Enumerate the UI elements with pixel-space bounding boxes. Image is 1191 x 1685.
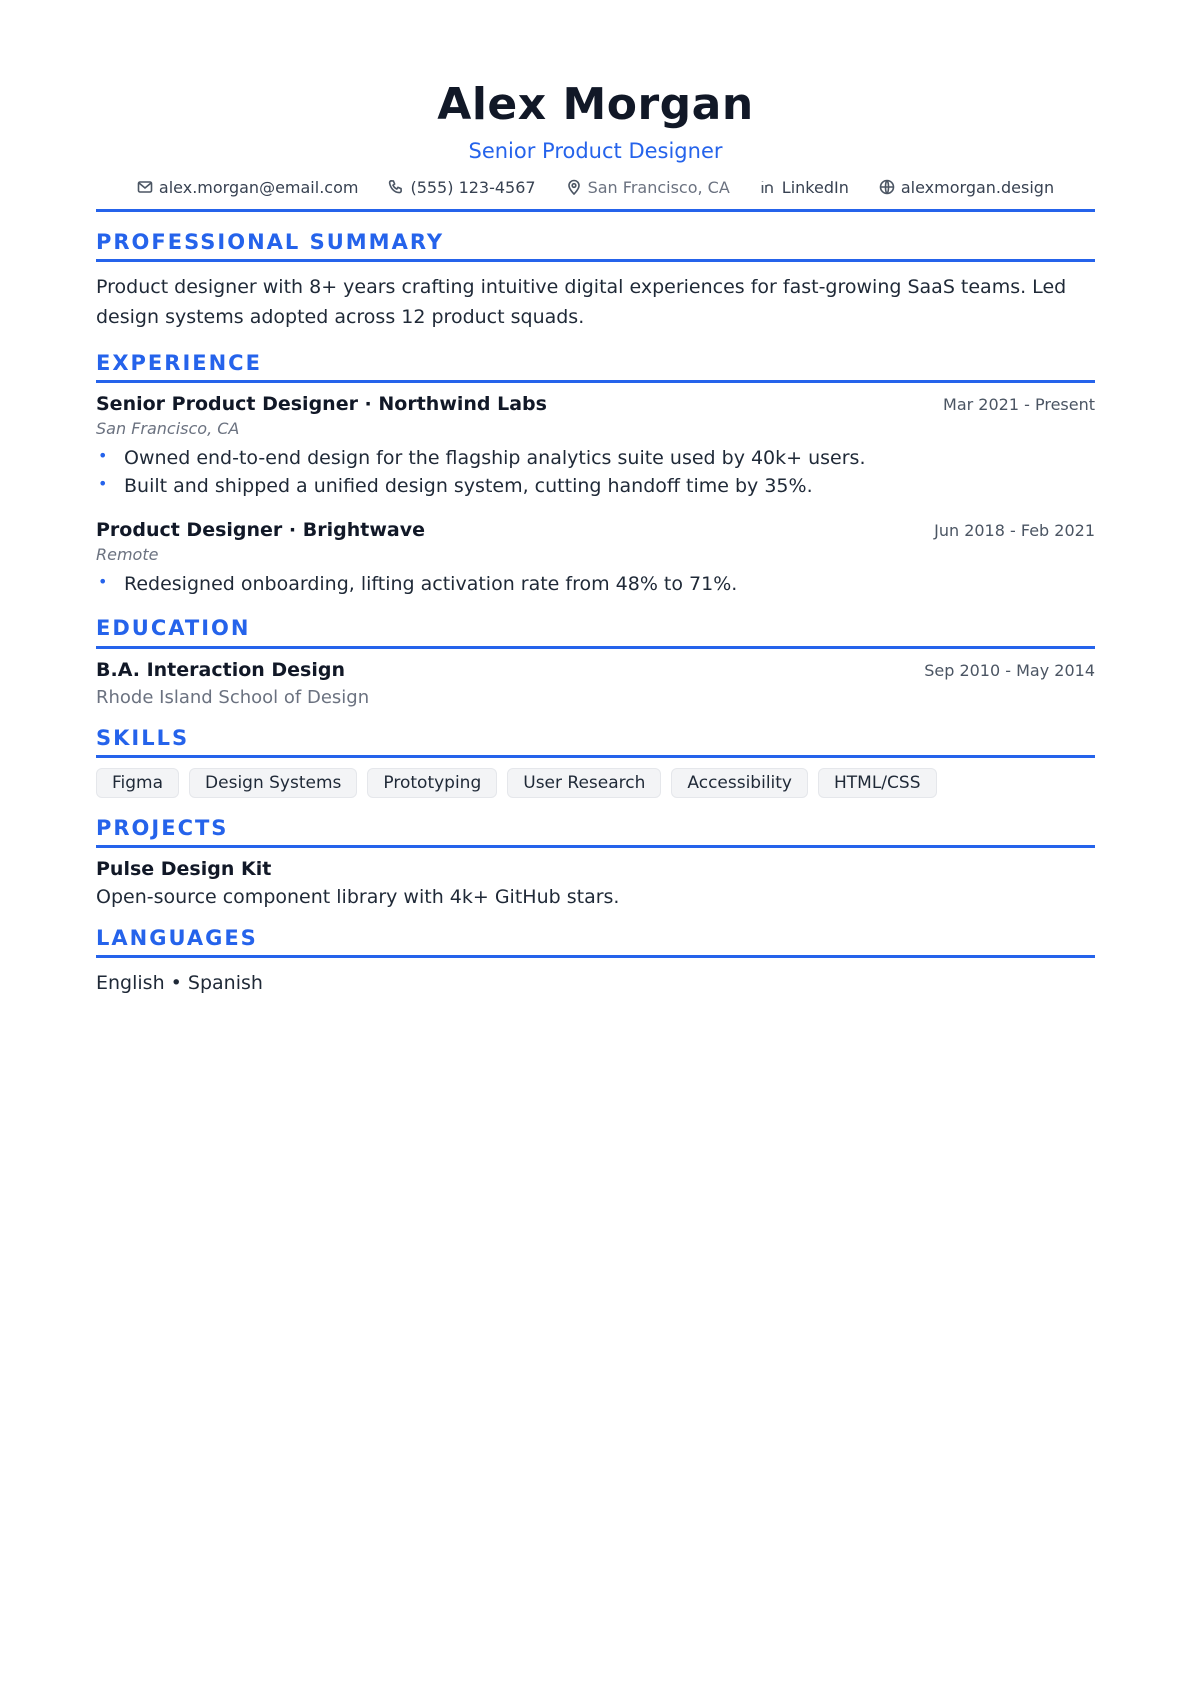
header-divider [96,209,1095,212]
project-name: Pulse Design Kit [96,858,272,880]
bullet-text: Owned end-to-end design for the flagship analytics suite used by 40k+ users. [124,446,866,469]
section-heading: EXPERIENCE [96,351,1095,383]
bullet-icon: • [98,571,108,591]
job-bullets [96,570,1095,599]
list-item [96,472,1095,501]
globe-icon [879,179,895,195]
contact-linkedin-text: LinkedIn [781,177,849,197]
skill-chip: User Research [507,768,661,798]
languages-text: English • Spanish [96,972,263,995]
candidate-name: Alex Morgan [437,79,754,130]
list-item [96,570,1095,599]
project-description: Open-source component library with 4k+ GitHub stars. [96,886,620,908]
job-location: San Francisco, CA [96,418,240,438]
section-education [96,616,1095,707]
phone-icon [388,179,404,195]
list-item [96,444,1095,473]
linkedin-icon [760,179,776,195]
job-title: Senior Product Designer · Northwind Labs [96,392,547,415]
candidate-title: Senior Product Designer [468,138,723,163]
section-heading: PROFESSIONAL SUMMARY [96,230,1095,262]
experience-entry [96,519,1095,599]
skill-chip: Prototyping [367,768,497,798]
education-dates: Sep 2010 - May 2014 [924,660,1095,680]
map-pin-icon [566,179,582,195]
contact-phone[interactable] [388,178,535,197]
contact-linkedin[interactable] [760,178,849,197]
section-languages [96,926,1095,999]
mail-icon [137,179,153,195]
contact-email-text: alex.morgan@email.com [158,177,359,197]
contact-row [96,178,1095,197]
skill-chip: Accessibility [671,768,808,798]
job-dates: Jun 2018 - Feb 2021 [934,520,1095,540]
section-summary [96,230,1095,333]
skill-chip: Design Systems [189,768,357,798]
section-heading: SKILLS [96,726,1095,758]
job-title: Product Designer · Brightwave [96,518,425,541]
contact-location [566,178,730,197]
section-skills [96,726,1095,798]
contact-email[interactable] [137,178,359,197]
bullet-icon: • [98,474,108,494]
contact-website[interactable] [879,178,1054,197]
contact-phone-text: (555) 123-4567 [410,177,536,197]
section-heading: EDUCATION [96,616,1095,648]
section-heading: LANGUAGES [96,926,1095,958]
section-projects [96,816,1095,908]
job-dates: Mar 2021 - Present [943,394,1095,414]
education-entry [96,659,1095,708]
resume-header [96,0,1095,212]
experience-entry [96,393,1095,501]
summary-text: Product designer with 8+ years crafting intuitive digital experiences for fast-growing SaaS teams. Led design systems adopted across 12 product squads. [96,275,1067,329]
contact-website-text: alexmorgan.design [900,177,1055,197]
bullet-text: Built and shipped a unified design system, cutting handoff time by 35%. [124,475,813,498]
degree-title: B.A. Interaction Design [96,658,346,681]
skill-chip: Figma [96,768,179,798]
school-name: Rhode Island School of Design [96,686,370,708]
skill-chips [96,768,1095,798]
job-location: Remote [96,544,159,564]
job-bullets [96,444,1095,501]
section-experience [96,351,1095,599]
bullet-icon: • [98,445,108,465]
bullet-text: Redesigned onboarding, lifting activation rate from 48% to 71%. [124,572,738,595]
skill-chip: HTML/CSS [818,768,937,798]
section-heading: PROJECTS [96,816,1095,848]
contact-location-text: San Francisco, CA [587,177,730,197]
